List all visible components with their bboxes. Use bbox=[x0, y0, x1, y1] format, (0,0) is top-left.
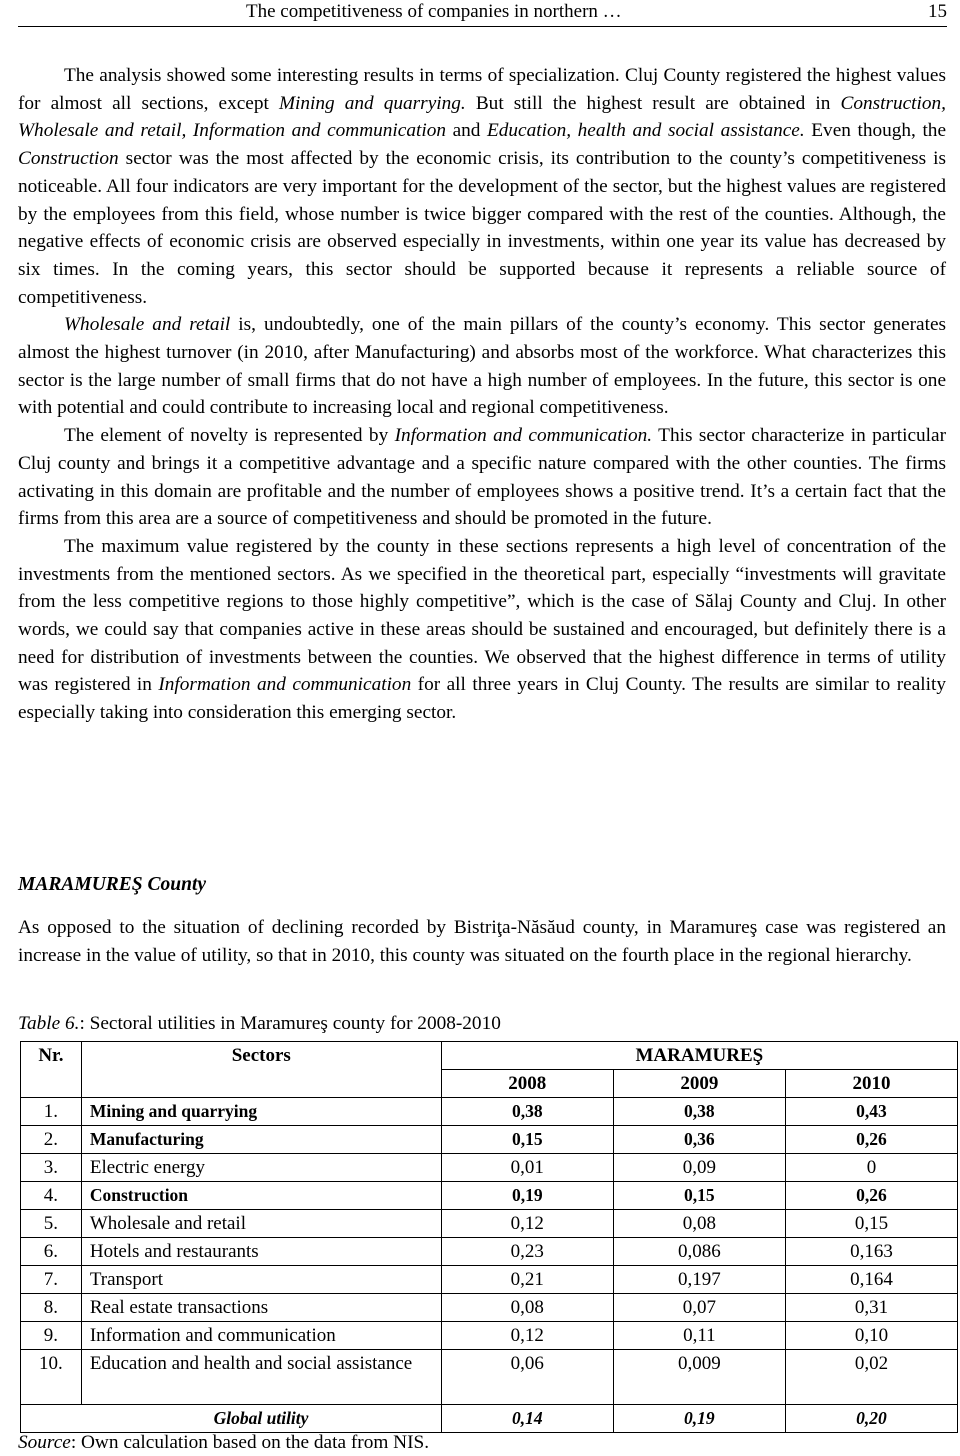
table-row bbox=[21, 1154, 958, 1182]
p3-c: This sector characterize in particular Cluj county and brings it a competitive advantage and a specific nature compared with the other counties. The firms activating in this domain are profitable and the number of employees shows a positive trend. It’s a certain fact that the firms from this area are a source of competitiveness and should be promoted in the future. bbox=[18, 425, 947, 530]
p3-b: Information and communication. bbox=[394, 425, 653, 447]
p2-a: Wholesale and retail bbox=[64, 314, 231, 336]
row-value: 0,15 bbox=[613, 1182, 785, 1210]
p1-f: Education, health and social assistance. bbox=[487, 120, 805, 142]
table-row bbox=[21, 1126, 958, 1154]
row-value: 0 bbox=[785, 1154, 957, 1182]
table-row bbox=[21, 1238, 958, 1266]
row-value: 0,02 bbox=[785, 1350, 957, 1405]
row-value: 0,26 bbox=[785, 1182, 957, 1210]
table-row bbox=[21, 1210, 958, 1238]
row-value: 0,21 bbox=[441, 1266, 613, 1294]
source-text: : Own calculation based on the data from NIS. bbox=[70, 1432, 430, 1453]
row-value: 0,197 bbox=[613, 1266, 785, 1294]
row-value: 0,38 bbox=[613, 1098, 785, 1126]
row-nr: 8. bbox=[21, 1294, 82, 1322]
p1-a: The analysis showed some interesting results in terms of specialization. Cluj County registered the highest values for almost all sections, except bbox=[18, 65, 946, 114]
row-nr: 7. bbox=[21, 1266, 82, 1294]
paragraph-3 bbox=[18, 422, 946, 533]
row-value: 0,11 bbox=[613, 1322, 785, 1350]
table-row bbox=[21, 1182, 958, 1210]
row-value: 0,09 bbox=[613, 1154, 785, 1182]
global-value: 0,19 bbox=[613, 1405, 785, 1433]
p1-i: sector was the most affected by the economic crisis, its contribution to the county’s competitiveness is noticeable. All four indicators are very important for the development of the sector, but the highest values are registered by the employees from this field, whose number is twice bigger compared with the rest of the counties. Although, the negative effects of economic crisis are observed especially in investments, within one year its value has decreased by six times. In the coming years, this sector should be supported because it represents a reliable source of competitiveness. bbox=[18, 148, 946, 308]
row-nr: 10. bbox=[21, 1350, 82, 1405]
table-caption-label: Table 6. bbox=[18, 1013, 80, 1034]
utilities-table bbox=[20, 1041, 958, 1433]
body-text bbox=[18, 62, 946, 727]
row-value: 0,12 bbox=[441, 1322, 613, 1350]
table-header-row bbox=[21, 1042, 958, 1070]
section-intro-text: As opposed to the situation of declining recorded by Bistriţa-Năsăud county, in Maramureş case was registered an increase in the value of utility, so that in 2010, this county was situated on the fourth place in the regional hierarchy. bbox=[18, 917, 946, 966]
row-sector: Wholesale and retail bbox=[81, 1210, 441, 1238]
page-number: 15 bbox=[928, 1, 947, 22]
header-year: 2008 bbox=[441, 1070, 613, 1098]
header-year: 2010 bbox=[785, 1070, 957, 1098]
source-label: Source bbox=[18, 1432, 71, 1453]
row-value: 0,26 bbox=[785, 1126, 957, 1154]
row-value: 0,23 bbox=[441, 1238, 613, 1266]
row-value: 0,07 bbox=[613, 1294, 785, 1322]
row-sector: Information and communication bbox=[81, 1322, 441, 1350]
p1-c: But still the highest result are obtained in bbox=[465, 92, 841, 114]
row-value: 0,06 bbox=[441, 1350, 613, 1405]
p1-g: Even though, the bbox=[804, 120, 947, 142]
row-value: 0,36 bbox=[613, 1126, 785, 1154]
table-source bbox=[18, 1432, 429, 1454]
table-row bbox=[21, 1266, 958, 1294]
row-value: 0,31 bbox=[785, 1294, 957, 1322]
global-value: 0,14 bbox=[441, 1405, 613, 1433]
row-nr: 1. bbox=[21, 1098, 82, 1126]
running-title: The competitiveness of companies in northern … bbox=[246, 1, 622, 22]
p1-h: Construction bbox=[18, 148, 119, 170]
row-value: 0,19 bbox=[441, 1182, 613, 1210]
row-value: 0,15 bbox=[785, 1210, 957, 1238]
row-sector: Transport bbox=[81, 1266, 441, 1294]
global-nr-empty bbox=[21, 1405, 82, 1433]
header-group: MARAMUREŞ bbox=[441, 1042, 957, 1070]
row-value: 0,10 bbox=[785, 1322, 957, 1350]
running-header bbox=[18, 0, 947, 27]
table-caption bbox=[18, 1013, 501, 1035]
row-value: 0,163 bbox=[785, 1238, 957, 1266]
p3-a: The element of novelty is represented by bbox=[64, 425, 395, 447]
p2-b: is, undoubtedly, one of the main pillars of the county’s economy. This sector generates almost the highest turnover (in 2010, after Manufacturing) and absorbs most of the workforce. What characterizes this sector is the large number of small firms that do not have a high number of employees. In the future, this sector is one with potential and could contribute to increasing local and regional competitiveness. bbox=[18, 314, 947, 419]
row-value: 0,12 bbox=[441, 1210, 613, 1238]
row-value: 0,086 bbox=[613, 1238, 785, 1266]
p1-b: Mining and quarrying. bbox=[278, 92, 466, 114]
p1-e: and bbox=[445, 120, 487, 142]
row-nr: 9. bbox=[21, 1322, 82, 1350]
row-sector: Electric energy bbox=[81, 1154, 441, 1182]
row-value: 0,164 bbox=[785, 1266, 957, 1294]
row-nr: 3. bbox=[21, 1154, 82, 1182]
row-sector: Real estate transactions bbox=[81, 1294, 441, 1322]
row-value: 0,009 bbox=[613, 1350, 785, 1405]
table-row bbox=[21, 1098, 958, 1126]
row-nr: 4. bbox=[21, 1182, 82, 1210]
table-row bbox=[21, 1294, 958, 1322]
global-row bbox=[21, 1405, 958, 1433]
section-intro bbox=[18, 914, 946, 970]
section-heading: MARAMUREŞ County bbox=[18, 874, 207, 895]
table-row bbox=[21, 1350, 958, 1405]
global-value: 0,20 bbox=[785, 1405, 957, 1433]
header-sectors: Sectors bbox=[81, 1042, 441, 1098]
row-nr: 2. bbox=[21, 1126, 82, 1154]
row-value: 0,38 bbox=[441, 1098, 613, 1126]
p4-b: Information and communication bbox=[158, 674, 412, 696]
row-value: 0,08 bbox=[441, 1294, 613, 1322]
paragraph-1 bbox=[18, 62, 946, 311]
header-nr: Nr. bbox=[21, 1042, 82, 1098]
table-row bbox=[21, 1322, 958, 1350]
row-nr: 6. bbox=[21, 1238, 82, 1266]
p1-d: Construction, Wholesale and retail, Information and communication bbox=[18, 92, 946, 142]
row-value: 0,08 bbox=[613, 1210, 785, 1238]
global-label: Global utility bbox=[81, 1405, 441, 1433]
paragraph-4 bbox=[18, 533, 946, 727]
header-year: 2009 bbox=[613, 1070, 785, 1098]
row-sector: Education and health and social assistance bbox=[81, 1350, 441, 1405]
row-sector: Hotels and restaurants bbox=[81, 1238, 441, 1266]
row-value: 0,43 bbox=[785, 1098, 957, 1126]
p4-c: for all three years in Cluj County. The results are similar to reality especially taking into consideration this emerging sector. bbox=[18, 674, 946, 724]
p4-a: The maximum value registered by the county in these sections represents a high level of concentration of the investments from the mentioned sectors. As we specified in the theoretical part, especially “investments will gravitate from the less competitive regions to those highly competitive”, which is the case of Sălaj County and Cluj. In other words, we could say that companies active in these areas should be sustained and encouraged, but definitely there is a need for distribution of investments between the counties. We observed that the highest difference in terms of utility was registered in bbox=[18, 535, 946, 696]
row-sector: Construction bbox=[81, 1182, 441, 1210]
row-value: 0,01 bbox=[441, 1154, 613, 1182]
row-sector: Manufacturing bbox=[81, 1126, 441, 1154]
table-caption-text: : Sectoral utilities in Maramureş county for 2008-2010 bbox=[79, 1013, 501, 1034]
paragraph-2 bbox=[18, 311, 946, 422]
row-sector: Mining and quarrying bbox=[81, 1098, 441, 1126]
row-value: 0,15 bbox=[441, 1126, 613, 1154]
row-nr: 5. bbox=[21, 1210, 82, 1238]
